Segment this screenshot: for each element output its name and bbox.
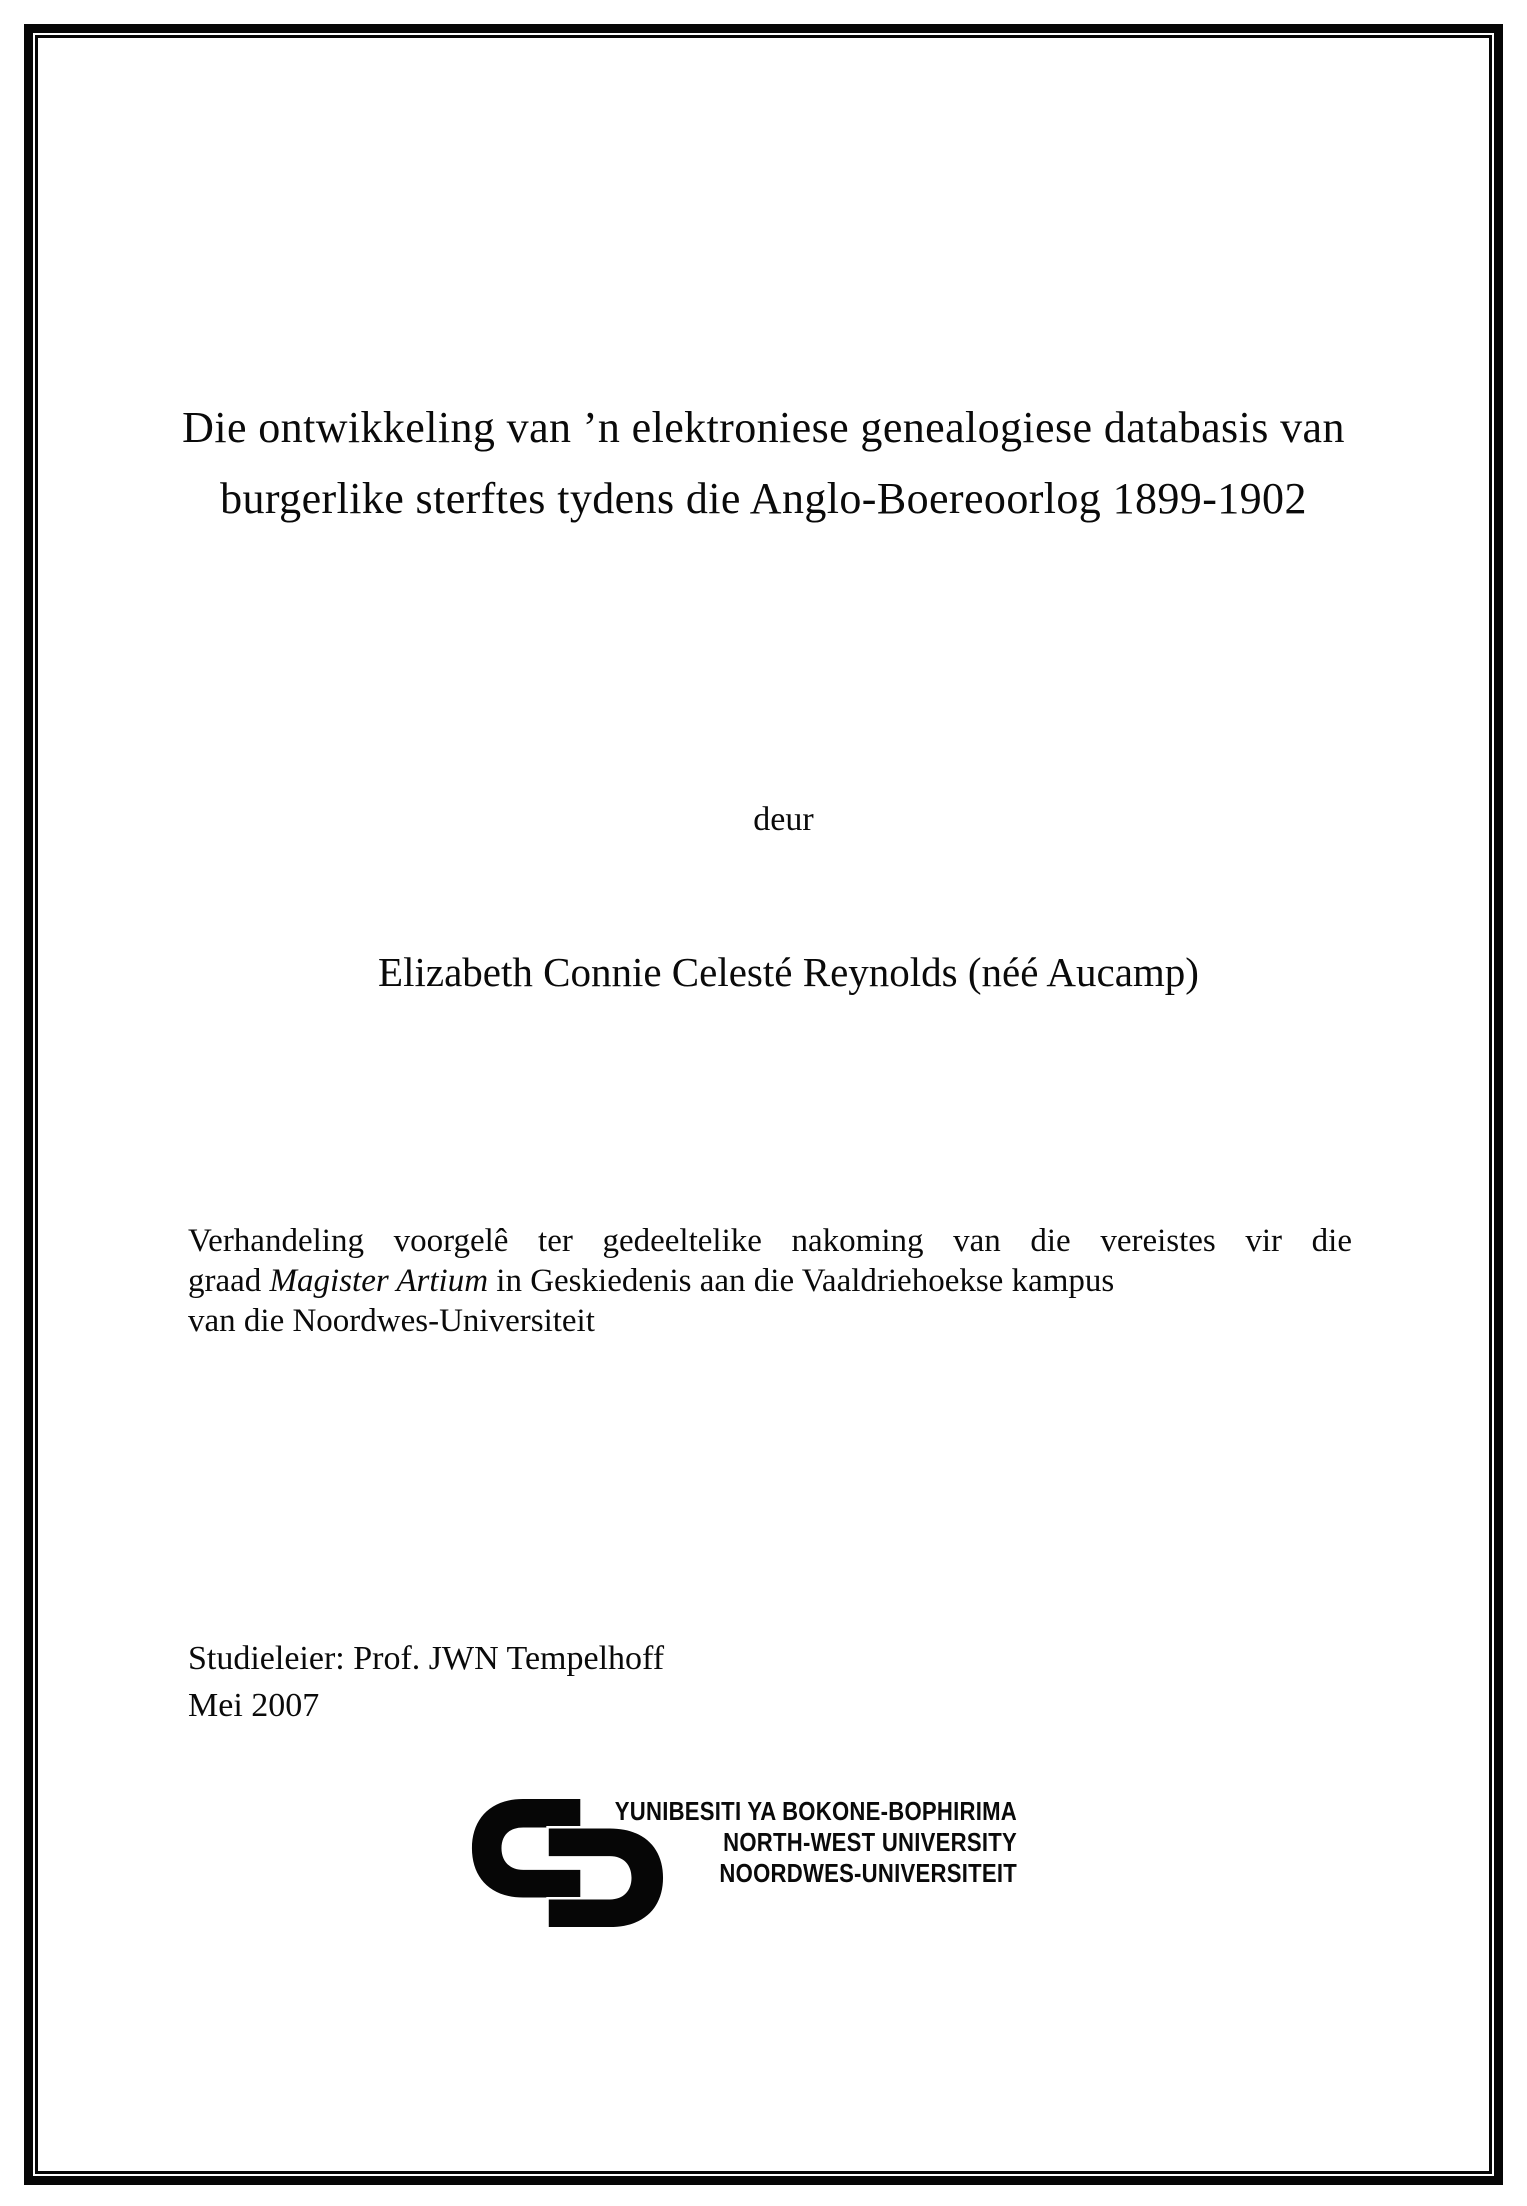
degree-statement-line-3: van die Noordwes-Universiteit: [188, 1303, 595, 1339]
university-logo-text: [507, 1796, 1017, 1889]
supervisor-line: Studieleier: Prof. JWN Tempelhoff: [188, 1640, 665, 1677]
degree-statement-line-2-pre: graad: [188, 1263, 270, 1299]
thesis-title-line-2: burgerlike sterftes tydens die Anglo-Boereoorlog 1899-1902: [220, 474, 1307, 523]
author-name: Elizabeth Connie Celesté Reynolds (néé Aucamp): [378, 949, 1199, 995]
degree-title-italic: Magister Artium: [269, 1263, 489, 1299]
degree-statement-line-2: [188, 1261, 1352, 1301]
date-line: Mei 2007: [188, 1687, 320, 1724]
logo-line-setswana: YUNIBESITI YA BOKONE-BOPHIRIMA: [614, 1796, 1017, 1826]
logo-line-afrikaans: NOORDWES-UNIVERSITEIT: [719, 1858, 1017, 1888]
thesis-title-line-1: Die ontwikkeling van ’n elektroniese genealogiese databasis van: [182, 403, 1345, 452]
thesis-title: [30, 392, 1497, 534]
logo-line-english: NORTH-WEST UNIVERSITY: [723, 1827, 1017, 1857]
supervisor-block: [188, 1635, 664, 1729]
degree-statement-line-1: Verhandeling voorgelê ter gedeeltelike nakoming van die vereistes vir die: [188, 1223, 1352, 1259]
byline: deur: [753, 801, 814, 838]
degree-statement-line-2-post: in Geskiedenis aan die Vaaldriehoekse kampus: [488, 1263, 1115, 1299]
degree-statement: [188, 1221, 1352, 1341]
